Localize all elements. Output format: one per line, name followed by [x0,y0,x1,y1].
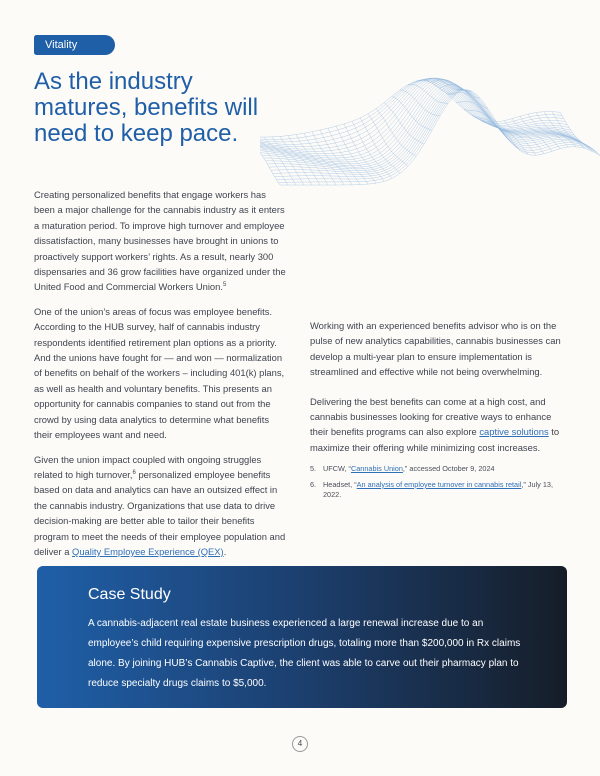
footnote-6: 6. Headset, “An analysis of employee turnover in cannabis retail,” July 13, 2022. [310,480,553,499]
paragraph-advisor: Working with an experienced benefits advisor who is on the pulse of new analytics capabilities, cannabis businesses can develop a multi-year plan to ensure implementation is streamlined and effective while not being overwhelming. [310,320,561,378]
turnover-analysis-link[interactable]: An analysis of employee turnover in cannabis retail [356,480,522,489]
cannabis-union-link[interactable]: Cannabis Union [350,464,403,473]
footnote-number: 5. [310,464,317,473]
footnotes [310,464,565,506]
headline-line-2: matures, benefits will [34,94,259,121]
section-tag: Vitality [34,35,115,55]
page-title [34,69,294,147]
page-number: 4 [292,736,308,752]
right-column [310,318,565,455]
footnote-number: 6. [310,480,317,489]
case-study-title: Case Study [88,586,171,603]
paragraph-data-analytics: Given the union impact coupled with ongoing struggles related to high turnover,$^6$ personalized employee benefits based on data and analytics can have an outsized effect in the cannabis industry. Organizations that use data to drive decision-making are better able to tailor their benefits program to meet the needs of their employee population and deliver a Quality Employee Experience (QEX). [34,453,286,557]
footnote-5: 5. UFCW, “Cannabis Union,” accessed October 9, 2024 [310,464,495,473]
headline-line-3: need to keep pace. [34,120,239,147]
footnote-ref-5: 5 [222,282,227,289]
case-study-body: A cannabis-adjacent real estate business experienced a large renewal increase due to an employee’s child requiring expensive prescription drugs, totaling more than $200,000 in Rx claims alone. By joining HUB’s Cannabis Captive, the client was able to carve out their pharmacy plan to reduce specialty drugs claims to $5,000. [88,618,521,689]
captive-solutions-link[interactable]: captive solutions [479,426,549,438]
left-column [34,187,286,559]
headline-line-1: As the industry [34,68,193,95]
footnote-ref-6: 6 [132,469,136,476]
paragraph-union-benefits: One of the union’s areas of focus was employee benefits. According to the HUB survey, half of cannabis industry respondents identified retirement plan options as a priority. And the unions have fought for — and won — normalization of benefits on behalf of the workers – including 401(k) plans, as well as health and voluntary benefits. This presents an opportunity for cannabis companies to stand out from the crowd by using data analytics to determine what benefits their employees want and need. [34,305,285,441]
wave-mesh-illustration [260,0,600,200]
qex-link[interactable]: Quality Employee Experience (QEX) [72,545,224,557]
paragraph-intro: Creating personalized benefits that engage workers has been a major challenge for the cannabis industry as it enters a maturation period. To improve high turnover and employee dissatisfaction, many businesses have brought in unions to proactively support workers’ rights. As a result, nearly 300 dispensaries and 36 grow facilities have organized under the United Food and Commercial Workers Union.$^5$ [34,189,286,293]
case-study-box [37,566,567,708]
paragraph-captive: Delivering the best benefits can come at a high cost, and cannabis businesses looking for creative ways to enhance their benefits programs can also explore captive solutions to maximize their offering while minimizing cost increases. [310,395,560,453]
